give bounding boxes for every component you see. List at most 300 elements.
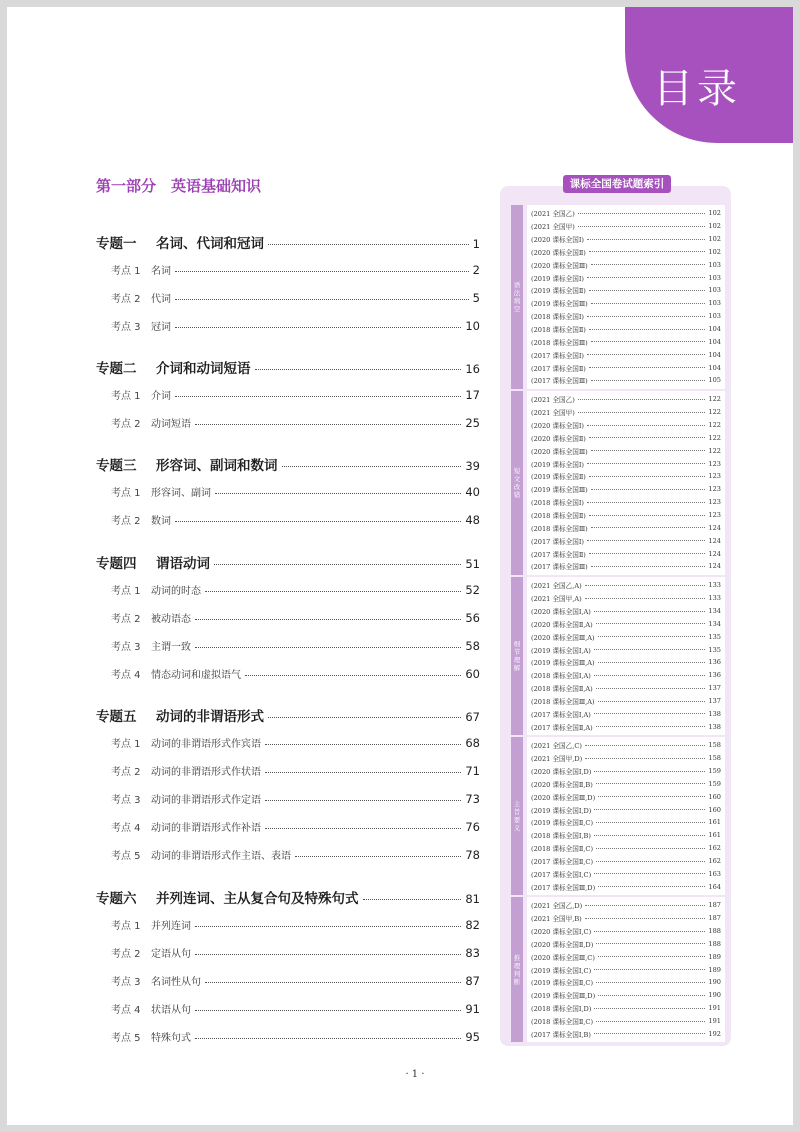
index-entry[interactable]	[531, 912, 721, 925]
index-entry-label: (2019 课标全国Ⅲ,D)	[531, 992, 596, 1001]
index-entry-page: 190	[708, 978, 721, 987]
index-entry[interactable]	[531, 752, 721, 765]
leader-dots	[175, 327, 461, 328]
index-entry[interactable]	[531, 950, 721, 963]
leader-dots	[578, 399, 706, 400]
index-entry-label: (2020 课标全国Ⅰ,D)	[531, 768, 592, 777]
index-entry[interactable]	[531, 284, 721, 297]
index-entry[interactable]	[531, 618, 721, 631]
index-entry-page: 133	[708, 581, 721, 590]
index-entry-page: 136	[708, 671, 721, 680]
index-entry[interactable]	[531, 547, 721, 560]
index-entry-label: (2018 课标全国Ⅰ,B)	[531, 832, 591, 841]
toc-point[interactable]	[111, 318, 480, 333]
index-entry[interactable]	[531, 470, 721, 483]
index-entry[interactable]	[531, 432, 721, 445]
index-entry[interactable]	[531, 899, 721, 912]
index-entry-page: 138	[708, 722, 721, 731]
index-entry-label: (2018 课标全国Ⅱ,C)	[531, 1018, 594, 1027]
index-entry-label: (2019 课标全国Ⅰ)	[531, 460, 585, 469]
point-label: 考点 1 形容词、副词	[111, 488, 211, 499]
topic-page: 39	[465, 459, 480, 473]
index-entry[interactable]	[531, 1015, 721, 1028]
index-entry-label: (2018 课标全国Ⅱ,C)	[531, 845, 594, 854]
point-page: 87	[465, 974, 480, 988]
index-entry[interactable]	[531, 938, 721, 951]
index-group	[511, 577, 725, 735]
index-group-list	[527, 897, 725, 1042]
leader-dots	[205, 591, 461, 592]
leader-dots	[598, 796, 705, 797]
point-page: 17	[465, 388, 480, 402]
topic-label: 专题六 并列连词、主从复合句及特殊句式	[96, 891, 359, 907]
topic-page: 1	[472, 237, 480, 251]
point-page: 76	[465, 820, 480, 834]
index-entry-page: 123	[708, 511, 721, 520]
index-group-tab	[511, 205, 523, 389]
index-entry-label: (2021 全国乙,D)	[531, 902, 583, 911]
index-group-tab	[511, 577, 523, 735]
toc-point[interactable]	[111, 735, 480, 750]
point-label: 考点 5 动词的非谓语形式作主语、表语	[111, 851, 291, 862]
toc-topic[interactable]	[96, 705, 480, 725]
index-entry[interactable]	[531, 1028, 721, 1041]
point-page: 48	[465, 513, 480, 527]
index-entry[interactable]	[531, 323, 721, 336]
toc-topic[interactable]	[96, 454, 480, 474]
index-group	[511, 391, 725, 575]
index-entry[interactable]	[531, 643, 721, 656]
index-entry-label: (2021 全国甲)	[531, 223, 575, 232]
point-page: 5	[472, 291, 480, 305]
index-entry-label: (2018 课标全国Ⅱ)	[531, 512, 586, 521]
index-entry[interactable]	[531, 592, 721, 605]
point-label: 考点 2 定语从句	[111, 949, 191, 960]
index-entry-label: (2019 课标全国Ⅰ,D)	[531, 806, 592, 815]
index-entry-label: (2020 课标全国Ⅱ)	[531, 248, 586, 257]
leader-dots	[596, 822, 705, 823]
leader-dots	[598, 662, 706, 663]
index-entry[interactable]	[531, 695, 721, 708]
leader-dots	[589, 553, 706, 554]
leader-dots	[594, 969, 705, 970]
leader-dots	[591, 380, 706, 381]
index-entry[interactable]	[531, 374, 721, 387]
leader-dots	[591, 450, 706, 451]
index-entry[interactable]	[531, 406, 721, 419]
index-entry[interactable]	[531, 336, 721, 349]
leader-dots	[594, 835, 705, 836]
topic-label: 专题四 谓语动词	[96, 556, 210, 572]
leader-dots	[589, 290, 706, 291]
index-entry-label: (2020 课标全国Ⅰ,C)	[531, 928, 592, 937]
leader-dots	[214, 564, 461, 565]
leader-dots	[578, 213, 706, 214]
leader-dots	[205, 982, 461, 983]
index-entry-label: (2017 课标全国Ⅰ,A)	[531, 710, 591, 719]
index-entry-page: 102	[708, 222, 721, 231]
index-entry-label: (2019 课标全国Ⅲ)	[531, 486, 588, 495]
index-entry[interactable]	[531, 444, 721, 457]
toc-point[interactable]	[111, 387, 480, 402]
index-entry-label: (2021 全国乙,C)	[531, 742, 582, 751]
index-entry-label: (2019 课标全国Ⅰ,A)	[531, 646, 591, 655]
index-entry-page: 137	[708, 684, 721, 693]
index-entry-label: (2018 课标全国Ⅰ)	[531, 499, 585, 508]
index-entry-page: 123	[708, 485, 721, 494]
point-label: 考点 2 动词短语	[111, 419, 191, 430]
index-entry-label: (2020 课标全国Ⅱ,B)	[531, 780, 593, 789]
index-entry-label: (2019 课标全国Ⅲ)	[531, 300, 588, 309]
index-group	[511, 897, 725, 1042]
index-entry[interactable]	[531, 989, 721, 1002]
index-entry-page: 138	[708, 709, 721, 718]
index-entry[interactable]	[531, 246, 721, 259]
leader-dots	[587, 463, 705, 464]
index-entry[interactable]	[531, 271, 721, 284]
index-entry-page: 122	[708, 433, 721, 442]
index-entry-page: 162	[708, 857, 721, 866]
index-entry-page: 123	[708, 472, 721, 481]
leader-dots	[585, 745, 705, 746]
point-page: 95	[465, 1030, 480, 1044]
toc-topic[interactable]	[96, 232, 480, 252]
leader-dots	[591, 489, 706, 490]
index-entry[interactable]	[531, 310, 721, 323]
toc-point[interactable]	[111, 415, 480, 430]
leader-dots	[596, 783, 706, 784]
index-entry-page: 189	[708, 952, 721, 961]
toc-topic[interactable]	[96, 552, 480, 572]
index-entry-page: 104	[708, 363, 721, 372]
index-entry[interactable]	[531, 829, 721, 842]
leader-dots	[195, 647, 461, 648]
part-title: 第一部分 英语基础知识	[96, 177, 262, 195]
leader-dots	[175, 271, 469, 272]
topic-page: 16	[465, 362, 480, 376]
index-entry-label: (2017 课标全国Ⅲ,D)	[531, 883, 596, 892]
index-entry[interactable]	[531, 739, 721, 752]
index-entry-label: (2018 课标全国Ⅰ,A)	[531, 672, 591, 681]
index-entry-label: (2018 课标全国Ⅱ,A)	[531, 685, 593, 694]
index-entry[interactable]	[531, 207, 721, 220]
leader-dots	[591, 264, 706, 265]
index-entry[interactable]	[531, 855, 721, 868]
index-entry-page: 189	[708, 965, 721, 974]
index-entry-page: 123	[708, 459, 721, 468]
toc-point[interactable]	[111, 262, 480, 277]
leader-dots	[591, 566, 706, 567]
toc-point[interactable]	[111, 1029, 480, 1044]
index-entry-label: (2017 课标全国Ⅰ,B)	[531, 1030, 591, 1039]
point-label: 考点 1 名词	[111, 266, 171, 277]
index-entry-label: (2020 课标全国Ⅲ)	[531, 261, 588, 270]
index-entry[interactable]	[531, 419, 721, 432]
leader-dots	[363, 899, 462, 900]
index-entry[interactable]	[531, 496, 721, 509]
point-page: 2	[472, 263, 480, 277]
leader-dots	[587, 316, 705, 317]
leader-dots	[591, 303, 706, 304]
point-label: 考点 4 状语从句	[111, 1005, 191, 1016]
index-entry-label: (2021 全国甲,B)	[531, 915, 582, 924]
index-entry[interactable]	[531, 803, 721, 816]
point-page: 52	[465, 583, 480, 597]
leader-dots	[596, 1021, 705, 1022]
index-group-tab-label: 短文改错	[513, 467, 521, 499]
index-entry[interactable]	[531, 361, 721, 374]
topic-label: 专题一 名词、代词和冠词	[96, 236, 264, 252]
index-entry-page: 124	[708, 523, 721, 532]
leader-dots	[195, 424, 461, 425]
index-entry-page: 103	[708, 286, 721, 295]
point-label: 考点 3 主谓一致	[111, 642, 191, 653]
topic-page: 67	[465, 710, 480, 724]
leader-dots	[596, 688, 706, 689]
index-entry-label: (2021 全国乙,A)	[531, 582, 582, 591]
leader-dots	[594, 809, 705, 810]
index-entry-page: 137	[708, 697, 721, 706]
index-entry-page: 187	[708, 914, 721, 923]
index-entry[interactable]	[531, 778, 721, 791]
point-label: 考点 5 特殊句式	[111, 1033, 191, 1044]
index-entry-label: (2021 全国甲)	[531, 409, 575, 418]
index-entry-label: (2017 课标全国Ⅰ,C)	[531, 870, 592, 879]
index-entry[interactable]	[531, 534, 721, 547]
index-group-tab-label: 细节理解	[513, 640, 521, 672]
index-entry-page: 190	[708, 991, 721, 1000]
index-entry-page: 158	[708, 741, 721, 750]
toc-point[interactable]	[111, 582, 480, 597]
index-entry[interactable]	[531, 790, 721, 803]
index-entry-label: (2019 课标全国Ⅰ)	[531, 274, 585, 283]
index-entry[interactable]	[531, 348, 721, 361]
index-entry[interactable]	[531, 393, 721, 406]
toc-point[interactable]	[111, 945, 480, 960]
leader-dots	[268, 244, 469, 245]
toc-point[interactable]	[111, 512, 480, 527]
index-entry[interactable]	[531, 682, 721, 695]
leader-dots	[589, 329, 706, 330]
leader-dots	[587, 239, 705, 240]
toc-point[interactable]	[111, 917, 480, 932]
index-entry[interactable]	[531, 816, 721, 829]
point-label: 考点 2 数词	[111, 516, 171, 527]
index-entry[interactable]	[531, 258, 721, 271]
index-entry-page: 103	[708, 312, 721, 321]
index-entry[interactable]	[531, 976, 721, 989]
point-label: 考点 3 冠词	[111, 322, 171, 333]
point-page: 60	[465, 667, 480, 681]
index-entry-label: (2017 课标全国Ⅲ)	[531, 563, 588, 572]
index-entry-page: 102	[708, 235, 721, 244]
index-entry[interactable]	[531, 220, 721, 233]
leader-dots	[585, 758, 705, 759]
index-group-tab	[511, 897, 523, 1042]
index-entry[interactable]	[531, 720, 721, 733]
contents-heading: 目录	[653, 66, 741, 112]
leader-dots	[585, 598, 706, 599]
toc-point[interactable]	[111, 819, 480, 834]
toc-point[interactable]	[111, 847, 480, 862]
index-group-list	[527, 737, 725, 895]
toc-point[interactable]	[111, 791, 480, 806]
leader-dots	[598, 886, 705, 887]
index-entry-page: 162	[708, 844, 721, 853]
index-entry-label: (2019 课标全国Ⅱ)	[531, 287, 586, 296]
index-entry[interactable]	[531, 963, 721, 976]
point-label: 考点 3 名词性从句	[111, 977, 201, 988]
index-entry[interactable]	[531, 297, 721, 310]
toc-topic[interactable]	[96, 357, 480, 377]
index-entry-page: 187	[708, 901, 721, 910]
index-entry[interactable]	[531, 765, 721, 778]
leader-dots	[589, 251, 706, 252]
leader-dots	[594, 771, 705, 772]
toc-topic[interactable]	[96, 887, 480, 907]
index-group-tab-label: 推理判断	[513, 954, 521, 986]
index-entry-page: 104	[708, 325, 721, 334]
leader-dots	[215, 493, 461, 494]
index-entry-page: 103	[708, 260, 721, 269]
index-entry-label: (2018 课标全国Ⅲ)	[531, 338, 588, 347]
index-entry-page: 102	[708, 209, 721, 218]
leader-dots	[195, 619, 461, 620]
index-entry[interactable]	[531, 605, 721, 618]
point-page: 68	[465, 736, 480, 750]
leader-dots	[265, 744, 461, 745]
index-entry-label: (2019 课标全国Ⅱ,C)	[531, 819, 594, 828]
index-entry-label: (2017 课标全国Ⅲ)	[531, 377, 588, 386]
leader-dots	[594, 1008, 705, 1009]
index-entry-page: 122	[708, 408, 721, 417]
toc-point[interactable]	[111, 666, 480, 681]
point-label: 考点 2 动词的非谓语形式作状语	[111, 767, 261, 778]
index-entry-page: 136	[708, 658, 721, 667]
index-entry[interactable]	[531, 880, 721, 893]
leader-dots	[594, 713, 706, 714]
index-entry-page: 135	[708, 645, 721, 654]
index-entry-page: 188	[708, 927, 721, 936]
index-entry-label: (2020 课标全国Ⅲ,A)	[531, 633, 595, 642]
page-number: · 1 ·	[405, 1069, 425, 1080]
index-group	[511, 205, 725, 389]
index-entry[interactable]	[531, 522, 721, 535]
index-entry-label: (2019 课标全国Ⅱ,C)	[531, 979, 594, 988]
index-entry[interactable]	[531, 868, 721, 881]
index-entry-label: (2018 课标全国Ⅲ,A)	[531, 698, 595, 707]
index-entry-label: (2021 全国乙)	[531, 396, 575, 405]
toc-point[interactable]	[111, 290, 480, 305]
leader-dots	[598, 956, 706, 957]
point-page: 82	[465, 918, 480, 932]
index-entry-page: 123	[708, 498, 721, 507]
index-entry[interactable]	[531, 483, 721, 496]
index-entry-label: (2019 课标全国Ⅰ,C)	[531, 966, 592, 975]
index-entry-page: 134	[708, 607, 721, 616]
index-entry[interactable]	[531, 509, 721, 522]
leader-dots	[268, 717, 461, 718]
index-entry[interactable]	[531, 233, 721, 246]
index-entry[interactable]	[531, 1002, 721, 1015]
leader-dots	[578, 226, 706, 227]
index-entry-page: 103	[708, 273, 721, 282]
leader-dots	[591, 341, 706, 342]
index-entry[interactable]	[531, 457, 721, 470]
leader-dots	[265, 828, 461, 829]
index-entry-label: (2020 课标全国Ⅲ,D)	[531, 793, 596, 802]
leader-dots	[255, 369, 462, 370]
leader-dots	[585, 905, 705, 906]
index-entry-label: (2018 课标全国Ⅲ)	[531, 524, 588, 533]
index-entry[interactable]	[531, 669, 721, 682]
point-page: 83	[465, 946, 480, 960]
index-entry-page: 103	[708, 299, 721, 308]
index-entry-page: 160	[708, 805, 721, 814]
leader-dots	[585, 585, 706, 586]
toc-point[interactable]	[111, 610, 480, 625]
leader-dots	[598, 701, 706, 702]
index-entry[interactable]	[531, 842, 721, 855]
index-entry-label: (2018 课标全国Ⅱ)	[531, 326, 586, 335]
index-entry[interactable]	[531, 708, 721, 721]
index-entry-label: (2021 全国乙)	[531, 210, 575, 219]
index-entry-label: (2020 课标全国Ⅰ,A)	[531, 608, 591, 617]
leader-dots	[282, 466, 462, 467]
index-entry-page: 124	[708, 536, 721, 545]
index-entry[interactable]	[531, 656, 721, 669]
index-entry-page: 158	[708, 754, 721, 763]
index-entry-label: (2020 课标全国Ⅲ)	[531, 447, 588, 456]
toc-point[interactable]	[111, 763, 480, 778]
index-entry-page: 164	[708, 882, 721, 891]
index-group-tab	[511, 391, 523, 575]
index-entry-page: 188	[708, 939, 721, 948]
index-entry[interactable]	[531, 579, 721, 592]
toc-point[interactable]	[111, 1001, 480, 1016]
index-entry[interactable]	[531, 560, 721, 573]
index-entry-label: (2017 课标全国Ⅱ,C)	[531, 858, 594, 867]
index-entry-label: (2020 课标全国Ⅲ,C)	[531, 953, 595, 962]
leader-dots	[589, 367, 706, 368]
index-entry-page: 124	[708, 549, 721, 558]
point-page: 71	[465, 764, 480, 778]
index-entry-page: 159	[708, 779, 721, 788]
leader-dots	[587, 502, 705, 503]
point-page: 78	[465, 848, 480, 862]
toc-point[interactable]	[111, 484, 480, 499]
index-entry-label: (2021 全国甲,A)	[531, 595, 582, 604]
point-label: 考点 3 动词的非谓语形式作定语	[111, 795, 261, 806]
index-entry-page: 102	[708, 247, 721, 256]
index-entry[interactable]	[531, 925, 721, 938]
index-entry-page: 105	[708, 376, 721, 385]
index-entry-label: (2017 课标全国Ⅰ)	[531, 351, 585, 360]
index-group-list	[527, 577, 725, 735]
index-group-list	[527, 391, 725, 575]
index-entry-label: (2020 课标全国Ⅰ)	[531, 422, 585, 431]
index-group	[511, 737, 725, 895]
leader-dots	[587, 540, 705, 541]
index-entry-page: 122	[708, 421, 721, 430]
index-entry-label: (2020 课标全国Ⅰ)	[531, 236, 585, 245]
toc-point[interactable]	[111, 638, 480, 653]
point-label: 考点 1 介词	[111, 391, 171, 402]
index-entry[interactable]	[531, 630, 721, 643]
toc-point[interactable]	[111, 973, 480, 988]
index-entry-label: (2019 课标全国Ⅱ)	[531, 473, 586, 482]
leader-dots	[594, 1033, 705, 1034]
